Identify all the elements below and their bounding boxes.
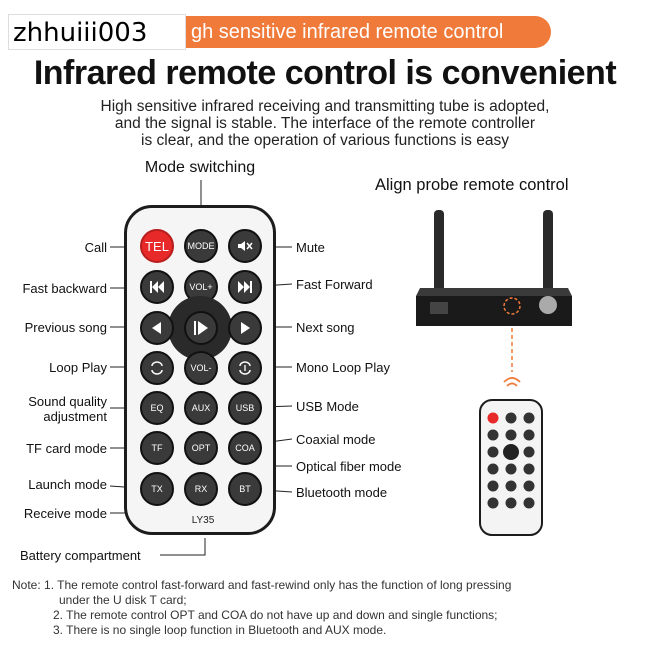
mute-icon [237,239,253,253]
label-mode-switching: Mode switching [144,159,256,176]
label-call: Call [84,240,107,255]
fast-forward-button[interactable] [228,270,262,304]
subtitle-line-1: High sensitive infrared receiving and transmitting tube is adopted, [100,98,550,115]
aux-button[interactable]: AUX [184,391,218,425]
usb-button[interactable]: USB [228,391,262,425]
note-prefix: Note: [12,578,45,592]
small-remote [480,400,542,535]
subtitle-line-2: and the signal is stable. The interface of the remote controller [114,115,536,132]
note-line-1 [12,578,511,593]
label-mute: Mute [296,240,325,255]
label-sound-quality-1: Sound quality [28,394,107,409]
watermark: zhhuiii003 [8,14,186,50]
label-fast-forward: Fast Forward [296,277,373,292]
single-loop-icon [237,361,253,375]
label-coaxial-mode: Coaxial mode [296,432,376,447]
label-tf-card-mode: TF card mode [26,441,107,456]
mode-button[interactable]: MODE [184,229,218,263]
label-align-probe: Align probe remote control [375,176,569,194]
fast-backward-icon [149,281,165,293]
label-previous-song: Previous song [24,320,107,335]
subtitle-line-3: is clear, and the operation of various functions is easy [141,132,509,149]
bt-button[interactable]: BT [228,472,262,506]
remote-model-label: LY35 [191,515,215,526]
receiver-device [416,210,572,386]
coa-button[interactable]: COA [228,431,262,465]
tf-button[interactable]: TF [140,431,174,465]
tx-button[interactable]: TX [140,472,174,506]
opt-button[interactable]: OPT [184,431,218,465]
label-battery-compartment: Battery compartment [20,548,141,563]
mute-button[interactable] [228,229,262,263]
label-launch-mode: Launch mode [28,477,107,492]
banner-text: gh sensitive infrared remote control [191,21,504,43]
tel-button[interactable]: TEL [140,229,174,263]
page-title: Infrared remote control is convenient [33,54,617,92]
label-receive-mode: Receive mode [23,506,107,521]
label-sound-quality-2: adjustment [43,409,107,424]
note-2: 2. The remote control OPT and COA do not have up and down and single functions; [53,608,498,622]
label-usb-mode: USB Mode [296,399,359,414]
rx-button[interactable]: RX [184,472,218,506]
vol-plus-button[interactable]: VOL+ [184,270,218,304]
previous-song-button[interactable] [140,311,174,345]
label-mono-loop-play: Mono Loop Play [296,360,390,375]
fast-forward-icon [237,281,253,293]
label-optical-fiber-mode: Optical fiber mode [296,459,402,474]
triangle-left-icon [151,322,163,334]
note-1a: 1. The remote control fast-forward and fast-rewind only has the function of long pressing [44,578,512,592]
note-3: 3. There is no single loop function in Bluetooth and AUX mode. [53,623,387,637]
label-bluetooth-mode: Bluetooth mode [296,485,388,500]
note-1b: under the U disk T card; [59,593,187,607]
loop-play-button[interactable] [140,351,174,385]
notes [12,578,511,638]
play-pause-icon [193,321,209,335]
play-pause-button[interactable] [184,311,218,345]
loop-icon [149,361,165,375]
triangle-right-icon [239,322,251,334]
next-song-button[interactable] [228,311,262,345]
label-fast-backward: Fast backward [22,281,107,296]
eq-button[interactable]: EQ [140,391,174,425]
label-loop-play: Loop Play [49,360,107,375]
label-next-song: Next song [296,320,355,335]
mono-loop-button[interactable] [228,351,262,385]
fast-backward-button[interactable] [140,270,174,304]
vol-minus-button[interactable]: VOL- [184,351,218,385]
